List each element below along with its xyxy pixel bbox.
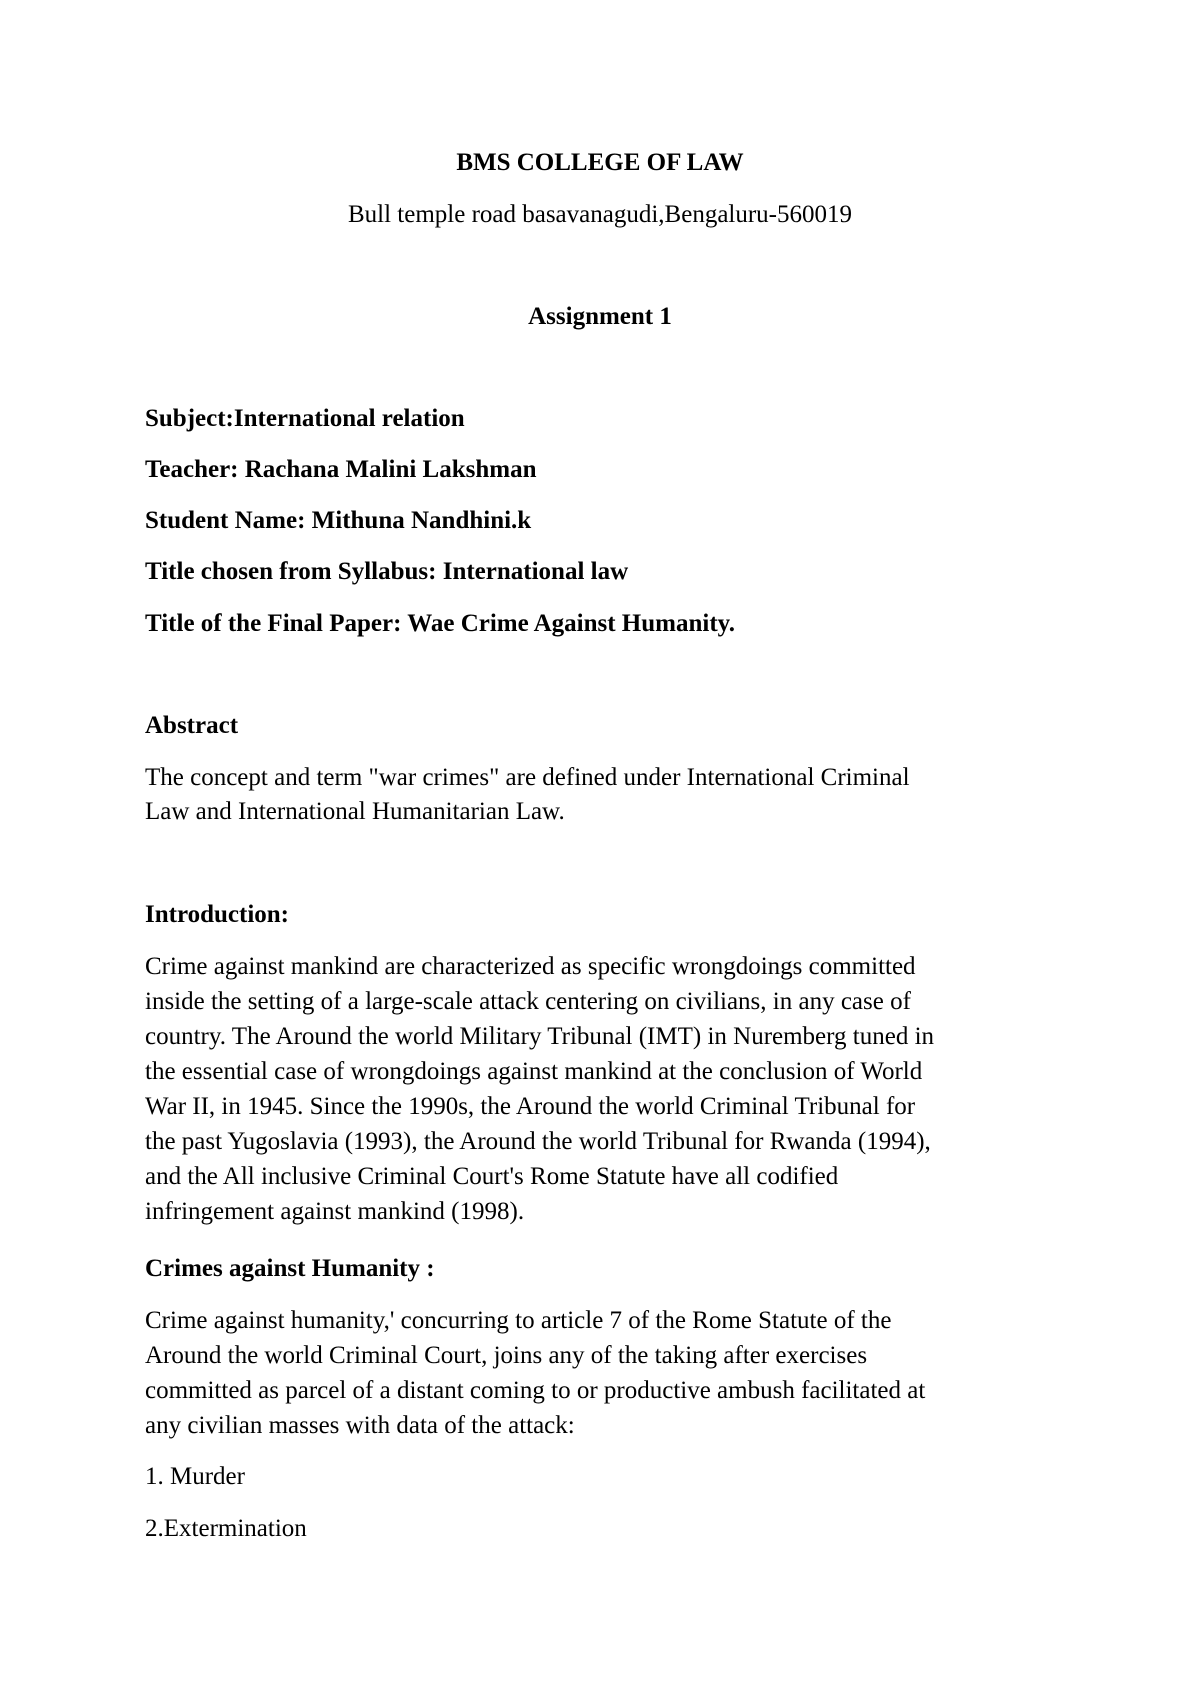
abstract-line: Law and International Humanitarian Law. <box>145 798 565 825</box>
crimes-heading: Crimes against Humanity : <box>145 1255 435 1282</box>
crimes-line: Crime against humanity,' concurring to article 7 of the Rome Statute of the <box>145 1307 892 1334</box>
college-name: BMS COLLEGE OF LAW <box>456 149 744 176</box>
introduction-line: infringement against mankind (1998). <box>145 1198 525 1225</box>
student-name-line: Student Name: Mithuna Nandhini.k <box>145 507 532 534</box>
introduction-line: the essential case of wrongdoings against mankind at the conclusion of World <box>145 1058 923 1085</box>
final-paper-title-line: Title of the Final Paper: Wae Crime Against Humanity. <box>145 610 736 637</box>
college-address: Bull temple road basavanagudi,Bengaluru-560019 <box>347 201 853 228</box>
crimes-line: Around the world Criminal Court, joins any of the taking after exercises <box>145 1342 868 1369</box>
list-item: 2.Extermination <box>145 1515 307 1542</box>
crimes-line: any civilian masses with data of the attack: <box>145 1412 575 1439</box>
syllabus-title-line: Title chosen from Syllabus: International law <box>145 558 629 585</box>
introduction-line: country. The Around the world Military Tribunal (IMT) in Nuremberg tuned in <box>145 1023 935 1050</box>
subject-line: Subject:International relation <box>145 405 465 432</box>
introduction-line: inside the setting of a large-scale attack centering on civilians, in any case of <box>145 988 911 1015</box>
teacher-line: Teacher: Rachana Malini Lakshman <box>145 456 537 483</box>
introduction-line: War II, in 1945. Since the 1990s, the Around the world Criminal Tribunal for <box>145 1093 916 1120</box>
crimes-line: committed as parcel of a distant coming to or productive ambush facilitated at <box>145 1377 926 1404</box>
assignment-title: Assignment 1 <box>528 303 672 330</box>
introduction-line: the past Yugoslavia (1993), the Around the world Tribunal for Rwanda (1994), <box>145 1128 931 1155</box>
introduction-heading: Introduction: <box>145 901 290 928</box>
introduction-line: Crime against mankind are characterized as specific wrongdoings committed <box>145 953 916 980</box>
abstract-heading: Abstract <box>145 712 239 739</box>
introduction-line: and the All inclusive Criminal Court's Rome Statute have all codified <box>145 1163 839 1190</box>
list-item: 1. Murder <box>145 1463 245 1490</box>
abstract-line: The concept and term "war crimes" are defined under International Criminal <box>145 764 910 791</box>
